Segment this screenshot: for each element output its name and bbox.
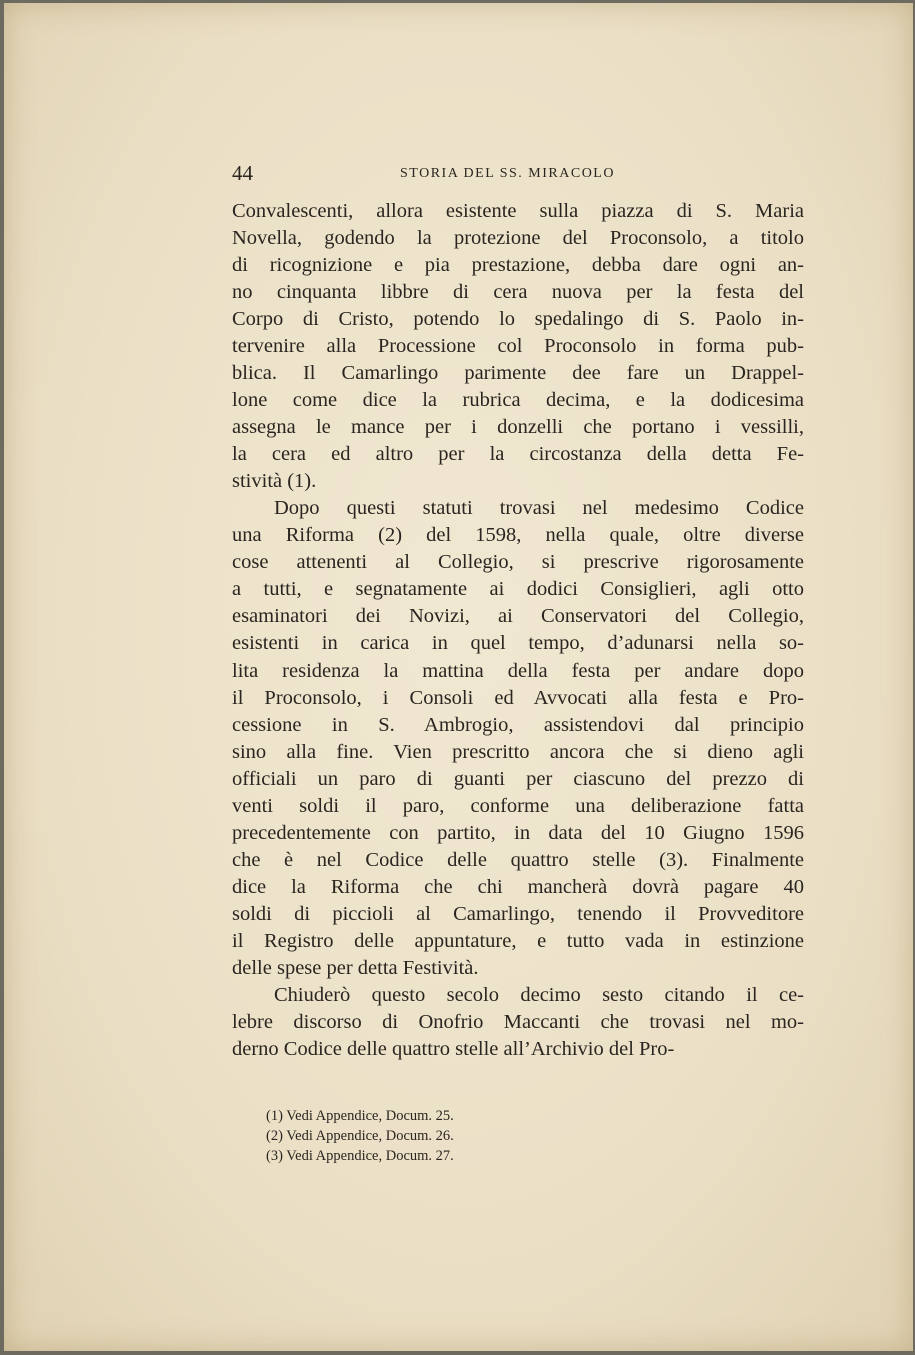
page-number: 44 <box>232 161 253 185</box>
text-line: venti soldi il paro, conforme una deliberazione fatta <box>232 794 804 817</box>
text-line: la cera ed altro per la circostanza della detta Fe- <box>232 443 804 466</box>
text-line: di ricognizione e pia prestazione, debba dare ogni an- <box>232 254 804 277</box>
text-line: il Registro delle appuntature, e tutto vada in estinzione <box>232 929 804 952</box>
text-line: Convalescenti, allora esistente sulla piazza di S. Maria <box>232 200 804 222</box>
text-line: cessione in S. Ambrogio, assistendovi dal principio <box>232 713 804 736</box>
book-page <box>4 3 913 1351</box>
footnote: (2) Vedi Appendice, Docum. 26. <box>266 1128 454 1144</box>
text-line: dice la Riforma che chi mancherà dovrà pagare 40 <box>232 875 804 898</box>
text-line: delle spese per detta Festività. <box>232 956 479 979</box>
text-line: Corpo di Cristo, potendo lo spedalingo di S. Paolo in- <box>232 308 804 331</box>
text-line: che è nel Codice delle quattro stelle (3). Finalmente <box>232 848 804 871</box>
text-line: soldi di piccioli al Camarlingo, tenendo il Provveditore <box>232 902 804 925</box>
text-line: no cinquanta libbre di cera nuova per la festa del <box>232 281 804 304</box>
text-line: sino alla fine. Vien prescritto ancora che si dieno agli <box>232 740 804 763</box>
text-line: cose attenenti al Collegio, si prescrive rigorosamente <box>232 551 804 574</box>
text-line: lone come dice la rubrica decima, e la dodicesima <box>232 389 804 412</box>
text-line: precedentemente con partito, in data del 10 Giugno 1596 <box>232 821 804 844</box>
text-line: stività (1). <box>232 470 317 493</box>
text-line: officiali un paro di guanti per ciascuno del prezzo di <box>232 767 804 790</box>
text-line: una Riforma (2) del 1598, nella quale, oltre diverse <box>232 524 804 547</box>
text-line: lita residenza la mattina della festa per andare dopo <box>232 659 804 682</box>
text-line: Dopo questi statuti trovasi nel medesimo Codice <box>274 497 804 520</box>
text-line: Chiuderò questo secolo decimo sesto citando il ce- <box>274 983 804 1006</box>
text-line: blica. Il Camarlingo parimente dee fare un Drappel- <box>232 362 804 385</box>
text-line: derno Codice delle quattro stelle all’Archivio del Pro- <box>232 1037 675 1060</box>
text-line: Novella, godendo la protezione del Proconsolo, a titolo <box>232 227 804 250</box>
text-line: assegna le mance per i donzelli che portano i vessilli, <box>232 416 804 439</box>
text-line: esistenti in carica in quel tempo, d’adunarsi nella so- <box>232 632 804 655</box>
text-line: tervenire alla Processione col Proconsolo in forma pub- <box>232 335 804 358</box>
text-line: il Proconsolo, i Consoli ed Avvocati alla festa e Pro- <box>232 686 804 709</box>
text-line: a tutti, e segnatamente ai dodici Consiglieri, agli otto <box>232 578 804 601</box>
text-line: lebre discorso di Onofrio Maccanti che trovasi nel mo- <box>232 1010 804 1033</box>
running-title: STORIA DEL SS. MIRACOLO <box>400 166 615 181</box>
footnote: (3) Vedi Appendice, Docum. 27. <box>266 1148 454 1164</box>
text-line: esaminatori dei Novizi, ai Conservatori del Collegio, <box>232 605 804 628</box>
footnote: (1) Vedi Appendice, Docum. 25. <box>266 1108 454 1124</box>
